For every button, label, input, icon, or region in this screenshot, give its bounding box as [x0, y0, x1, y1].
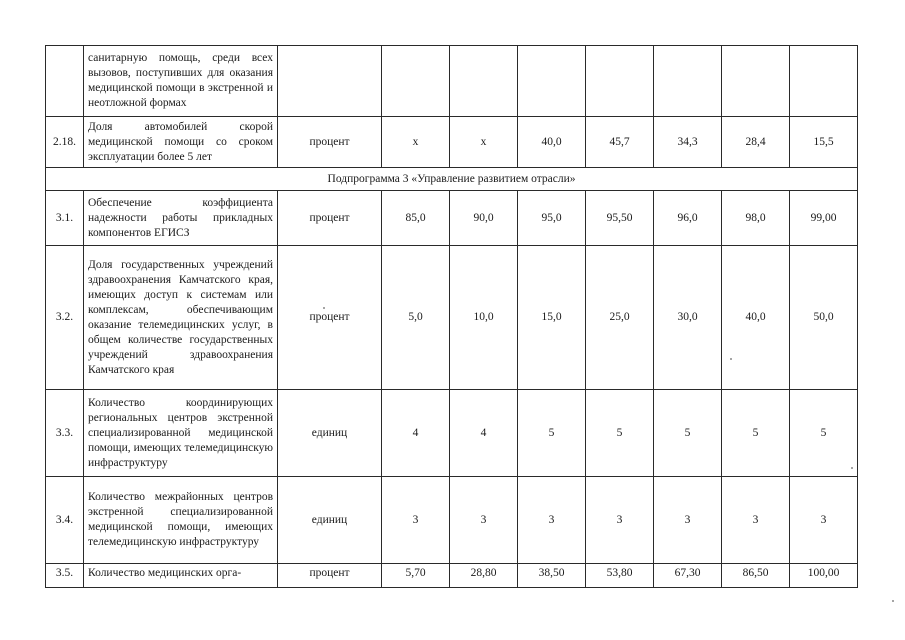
indicator-name: Количество медицинских орга- — [84, 564, 278, 588]
value-cell: 100,00 — [790, 564, 858, 588]
value-cell: 4 — [382, 390, 450, 477]
unit-cell: единиц — [278, 477, 382, 564]
table-row — [46, 191, 858, 246]
unit-cell: процент — [278, 564, 382, 588]
value-cell: 95,0 — [518, 191, 586, 246]
value-cell: 90,0 — [450, 191, 518, 246]
table-row — [46, 46, 858, 117]
value-cell: 10,0 — [450, 246, 518, 390]
scan-speck — [323, 307, 325, 309]
value-cell: 53,80 — [586, 564, 654, 588]
value-cell: 34,3 — [654, 117, 722, 168]
indicator-name: Доля автомобилей скорой медицинской помощи со сроком эксплуатации более 5 лет — [84, 117, 278, 168]
value-cell — [722, 46, 790, 117]
row-number — [46, 46, 84, 117]
value-cell: 5,70 — [382, 564, 450, 588]
row-number: 3.5. — [46, 564, 84, 588]
value-cell: 15,0 — [518, 246, 586, 390]
value-cell: 50,0 — [790, 246, 858, 390]
unit-cell: единиц — [278, 390, 382, 477]
value-cell: 30,0 — [654, 246, 722, 390]
value-cell: 99,00 — [790, 191, 858, 246]
value-cell: 3 — [382, 477, 450, 564]
value-cell: 25,0 — [586, 246, 654, 390]
indicators-table — [45, 45, 858, 588]
unit-cell: процент — [278, 191, 382, 246]
value-cell: 5 — [518, 390, 586, 477]
value-cell: х — [450, 117, 518, 168]
table-row — [46, 564, 858, 588]
indicator-name: санитарную помощь, среди всех вызовов, поступивших для оказания медицинской помощи в экстренной и неотложной формах — [84, 46, 278, 117]
value-cell: 3 — [722, 477, 790, 564]
row-number: 3.4. — [46, 477, 84, 564]
value-cell: 4 — [450, 390, 518, 477]
indicator-name: Обеспечение коэффициента надежности работы прикладных компонентов ЕГИСЗ — [84, 191, 278, 246]
unit-cell — [278, 46, 382, 117]
value-cell: 98,0 — [722, 191, 790, 246]
value-cell: 38,50 — [518, 564, 586, 588]
table-row — [46, 117, 858, 168]
indicator-name: Доля государственных учреждений здравоохранения Камчатского края, имеющих доступ к системам или комплексам, обеспечивающим оказание телемедицинских услуг, в общем количестве государственных учреждений здравоохранения Камчатского края — [84, 246, 278, 390]
scan-speck — [851, 467, 853, 469]
value-cell — [450, 46, 518, 117]
table-row — [46, 246, 858, 390]
row-number: 3.2. — [46, 246, 84, 390]
scan-speck — [892, 600, 894, 602]
value-cell: 3 — [790, 477, 858, 564]
value-cell: х — [382, 117, 450, 168]
value-cell: 40,0 — [722, 246, 790, 390]
subprogram-title: Подпрограмма 3 «Управление развитием отрасли» — [46, 168, 858, 191]
value-cell — [586, 46, 654, 117]
value-cell: 67,30 — [654, 564, 722, 588]
value-cell — [654, 46, 722, 117]
value-cell: 3 — [586, 477, 654, 564]
value-cell: 5 — [654, 390, 722, 477]
table-row — [46, 477, 858, 564]
value-cell: 85,0 — [382, 191, 450, 246]
value-cell: 96,0 — [654, 191, 722, 246]
unit-cell: процент — [278, 246, 382, 390]
table-row — [46, 390, 858, 477]
row-number: 3.3. — [46, 390, 84, 477]
scan-speck — [730, 358, 732, 360]
value-cell: 5,0 — [382, 246, 450, 390]
value-cell: 5 — [722, 390, 790, 477]
value-cell: 28,4 — [722, 117, 790, 168]
value-cell: 28,80 — [450, 564, 518, 588]
row-number: 2.18. — [46, 117, 84, 168]
value-cell — [382, 46, 450, 117]
value-cell: 3 — [518, 477, 586, 564]
value-cell: 3 — [450, 477, 518, 564]
value-cell: 95,50 — [586, 191, 654, 246]
value-cell: 3 — [654, 477, 722, 564]
indicator-name: Количество координирующих региональных центров экстренной специализированной медицинской помощи, имеющих телемедицинскую инфраструктуру — [84, 390, 278, 477]
value-cell: 45,7 — [586, 117, 654, 168]
subprogram-row — [46, 168, 858, 191]
indicator-name: Количество межрайонных центров экстренной специализированной медицинской помощи, имеющих телемедицинскую инфраструктуру — [84, 477, 278, 564]
value-cell — [518, 46, 586, 117]
value-cell: 5 — [586, 390, 654, 477]
value-cell — [790, 46, 858, 117]
row-number: 3.1. — [46, 191, 84, 246]
unit-cell: процент — [278, 117, 382, 168]
value-cell: 15,5 — [790, 117, 858, 168]
value-cell: 86,50 — [722, 564, 790, 588]
value-cell: 40,0 — [518, 117, 586, 168]
value-cell: 5 — [790, 390, 858, 477]
